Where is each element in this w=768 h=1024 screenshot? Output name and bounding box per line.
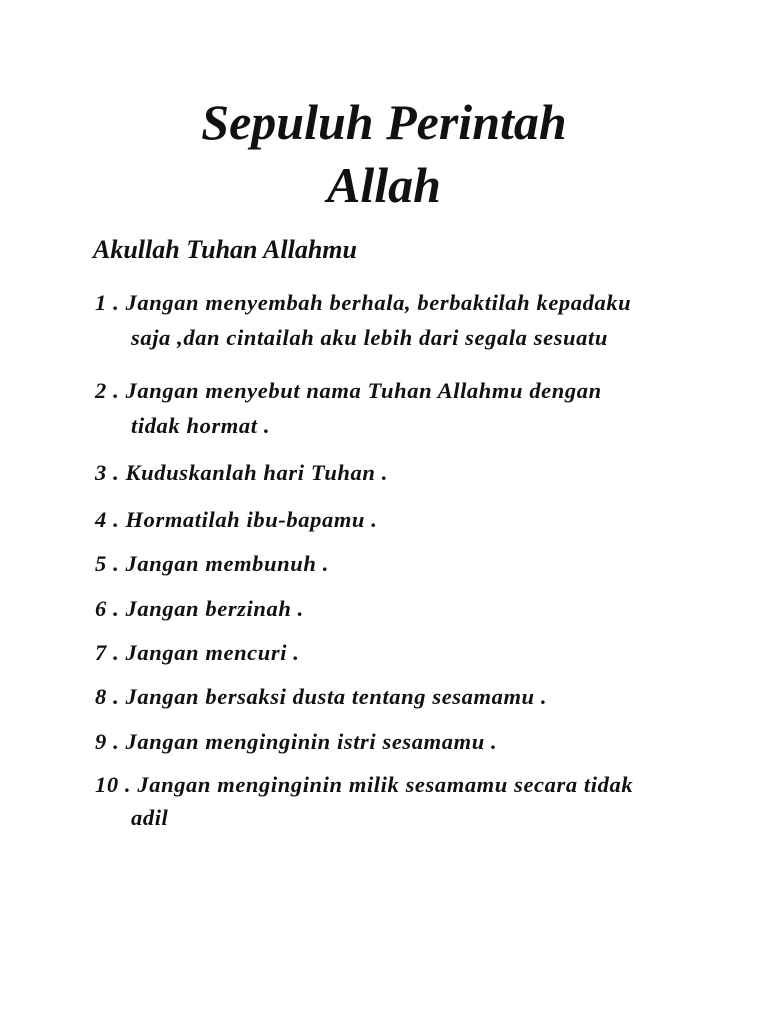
list-item-text: 10 . Jangan menginginin milik sesamamu secara tidak: [95, 772, 634, 797]
list-item-text: 2 . Jangan menyebut nama Tuhan Allahmu dengan: [95, 378, 602, 403]
list-item-text: 1 . Jangan menyembah berhala, berbaktilah kepadaku: [95, 290, 632, 315]
list-item-7: 7 . Jangan mencuri .: [95, 640, 300, 665]
list-item-4: 4 . Hormatilah ibu-bapamu .: [95, 507, 378, 532]
list-item-continuation: adil: [131, 805, 169, 830]
list-item-continuation: tidak hormat .: [131, 413, 271, 438]
list-item-9: 9 . Jangan menginginin istri sesamamu .: [95, 729, 498, 754]
list-item-10: [95, 768, 695, 834]
list-item-3: 3 . Kuduskanlah hari Tuhan .: [95, 460, 388, 485]
document-title-line-1: Sepuluh Perintah: [201, 94, 567, 150]
list-item-2: [95, 373, 695, 443]
list-item-continuation: saja ,dan cintailah aku lebih dari segala sesuatu: [131, 325, 608, 350]
list-item-6: 6 . Jangan berzinah .: [95, 596, 304, 621]
list-item-8: 8 . Jangan bersaksi dusta tentang sesamamu .: [95, 684, 548, 709]
document-subtitle: Akullah Tuhan Allahmu: [93, 235, 357, 264]
list-item-5: 5 . Jangan membunuh .: [95, 551, 329, 576]
document-title-line-2: Allah: [327, 157, 441, 213]
list-item-1: [95, 285, 695, 355]
